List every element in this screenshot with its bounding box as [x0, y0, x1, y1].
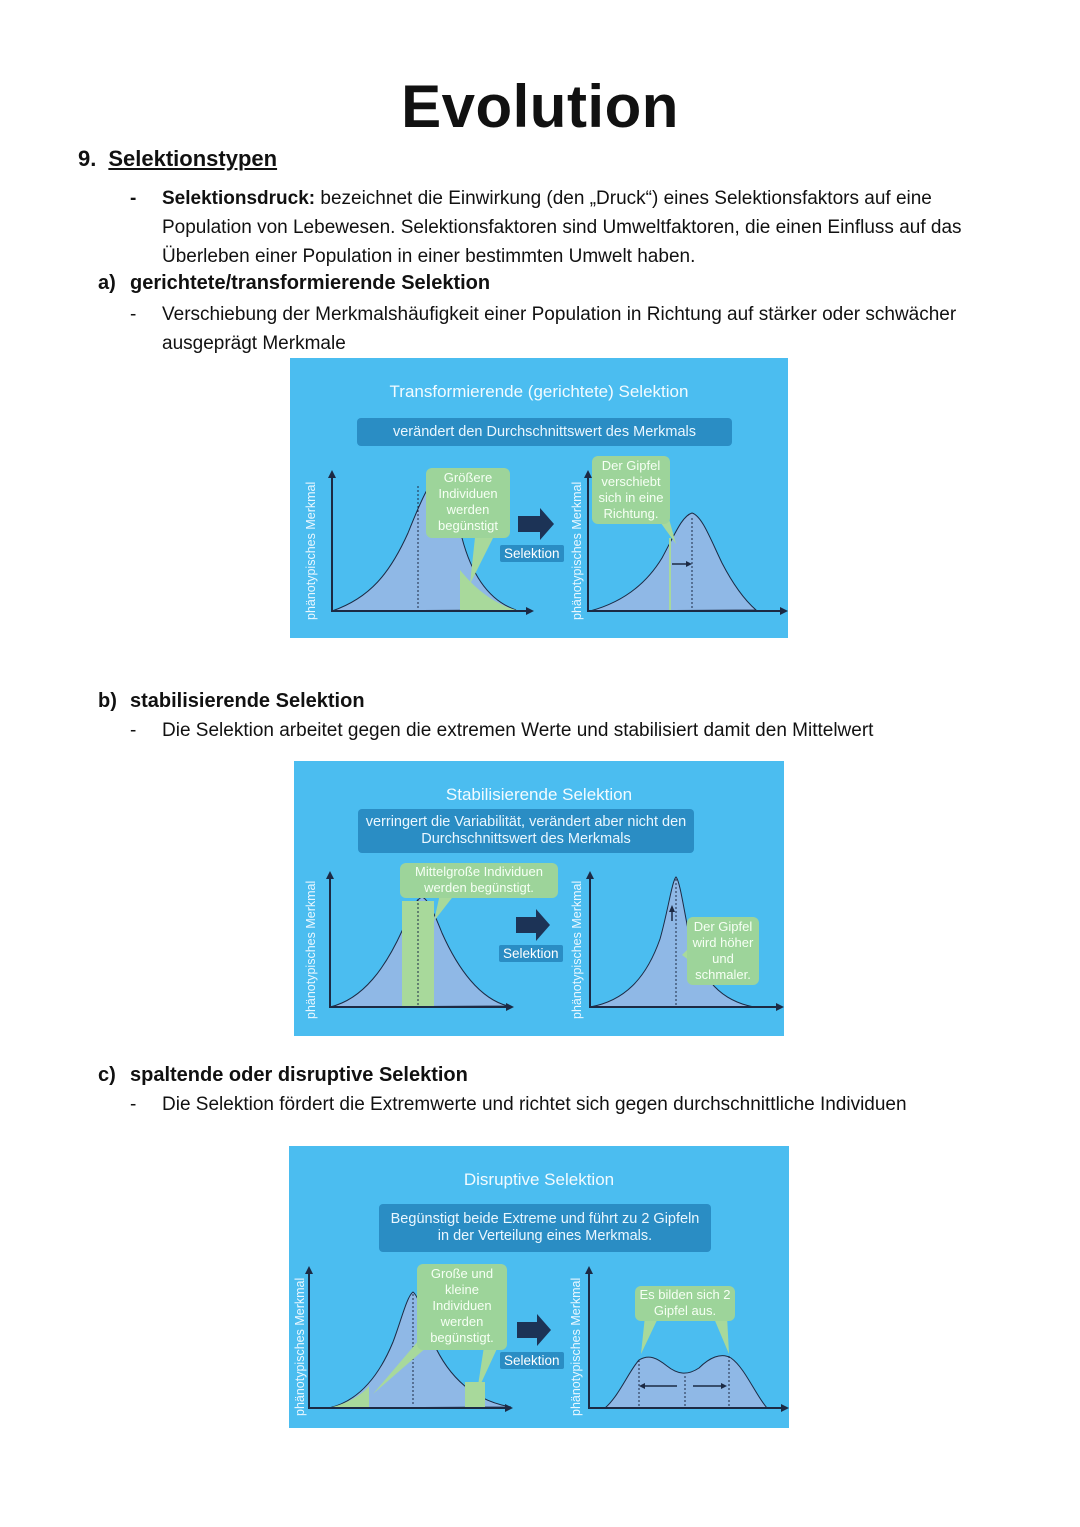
right-bubble: Der Gipfel wird höher und schmaler.	[687, 917, 759, 985]
intro-text	[162, 184, 1012, 271]
selection-arrow	[518, 508, 554, 540]
subheading-a-letter: a)	[98, 272, 116, 294]
subheading-c	[98, 1064, 468, 1087]
bullet-c-text: Die Selektion fördert die Extremwerte und richtet sich gegen durchschnittliche Individuen	[162, 1094, 907, 1115]
panel-title: Stabilisierende Selektion	[445, 785, 633, 804]
subheading-b-letter: b)	[98, 690, 117, 712]
selection-arrow	[516, 909, 550, 941]
panel-stabil	[294, 761, 784, 1036]
subheading-b-text: stabilisierende Selektion	[130, 690, 365, 712]
left-bubble: Mittelgroße Individuen werden begünstigt.	[400, 863, 558, 898]
section-title: Selektionstypen	[108, 146, 278, 171]
panel-transform	[290, 358, 788, 638]
subheading-a	[98, 272, 490, 295]
y-axis-label-right: phänotypisches Merkmal	[570, 880, 584, 1019]
right-bubble: Es bilden sich 2 Gipfel aus.	[635, 1286, 735, 1321]
bullet-dash: -	[130, 720, 137, 741]
panel-title: Disruptive Selektion	[463, 1170, 615, 1189]
right-distribution-curve	[605, 1356, 767, 1408]
panel-description: verringert die Variabilität, verändert aber nicht den Durchschnittswert des Merkmals	[358, 809, 694, 853]
selection-badge: Selektion	[500, 545, 564, 562]
intro-definition: bezeichnet die Einwirkung (den „Druck“) eines Selektionsfaktors auf eine Population von Lebewesen. Selektionsfaktoren sind Umweltfaktoren, die einen Einfluss auf das Überleben einer Population in einer bestimmten Umwelt haben.	[162, 188, 962, 267]
panel-description: Begünstigt beide Extreme und führt zu 2 Gipfeln in der Verteilung eines Merkmals.	[379, 1204, 711, 1252]
bubble-tail	[641, 1316, 659, 1354]
left-bubble: Größere Individuen werden begünstigt	[426, 468, 510, 538]
y-axis-label-left: phänotypisches Merkmal	[304, 481, 318, 620]
panel-disrupt	[289, 1146, 789, 1428]
selection-badge: Selektion	[499, 945, 563, 962]
y-axis-label-left: phänotypisches Merkmal	[304, 880, 318, 1019]
section-number: 9.	[78, 146, 97, 171]
panel-description: verändert den Durchschnittswert des Merkmals	[357, 418, 732, 446]
subheading-c-letter: c)	[98, 1064, 116, 1086]
left-bubble: Große und kleine Individuen werden begünstigt.	[417, 1264, 507, 1350]
intro-bullet	[130, 184, 1010, 274]
bullet-a-text: Verschiebung der Merkmalshäufigkeit einer Population in Richtung auf stärker oder schwächer ausgeprägt Merkmale	[162, 304, 957, 354]
bubble-tail	[713, 1316, 729, 1354]
bullet-b	[130, 716, 1010, 746]
y-axis-label-right: phänotypisches Merkmal	[569, 1277, 583, 1416]
bullet-dash: -	[130, 1094, 137, 1115]
right-bubble: Der Gipfel verschiebt sich in eine Richtung.	[592, 456, 670, 524]
subheading-a-text: gerichtete/transformierende Selektion	[130, 272, 491, 294]
right-distribution-curve	[590, 513, 756, 611]
bullet-dash: -	[130, 304, 137, 325]
page-title: Evolution	[401, 73, 679, 140]
bullet-c	[130, 1090, 1010, 1120]
subheading-c-text: spaltende oder disruptive Selektion	[130, 1064, 468, 1086]
panel-title: Transformierende (gerichtete) Selektion	[389, 382, 689, 401]
left-highlight-area-right	[465, 1382, 485, 1407]
intro-term: Selektionsdruck:	[162, 188, 316, 209]
subheading-b	[98, 690, 365, 713]
y-axis-label-right: phänotypisches Merkmal	[570, 481, 584, 620]
y-axis-label-left: phänotypisches Merkmal	[293, 1277, 307, 1416]
selection-badge: Selektion	[500, 1352, 564, 1369]
bullet-dash: -	[130, 188, 137, 209]
bullet-a	[130, 300, 1010, 360]
bullet-b-text: Die Selektion arbeitet gegen die extremen Werte und stabilisiert damit den Mittelwert	[162, 720, 874, 741]
section-heading	[78, 146, 277, 172]
selection-arrow	[517, 1314, 551, 1346]
